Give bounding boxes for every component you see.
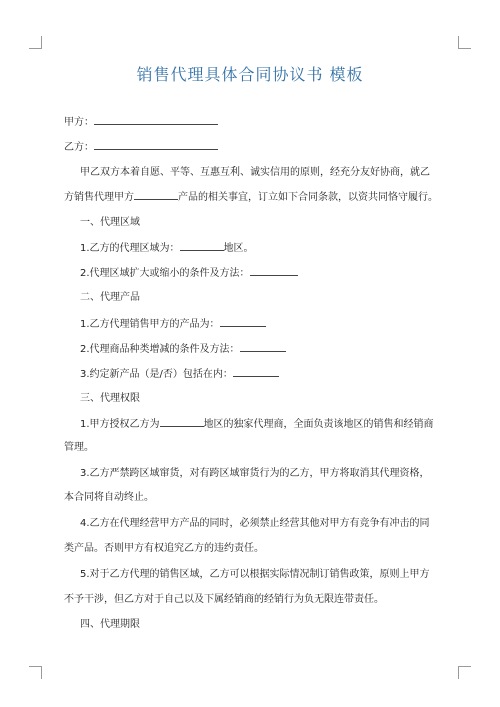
party-b-label: 乙方：: [64, 142, 94, 153]
section3-item-3: 3.乙方严禁跨区域窜货，对有跨区域窜货行为的乙方，甲方将取消其代理资格，: [80, 468, 430, 479]
section3-item-4: 4.乙方在代理经营甲方产品的同时，必须禁止经营其他对甲方有竞争有冲击的同: [80, 518, 430, 529]
party-a-line: [64, 115, 444, 130]
section3-item-1-start: 1.甲方授权乙方为: [80, 419, 160, 430]
intro-line-2: [64, 190, 444, 205]
intro-line-1: 甲乙双方本着自愿、平等、互惠互利、诚实信用的原则，经充分友好协商，就乙: [80, 167, 430, 178]
region-change-blank: [250, 266, 298, 276]
section1-item-1-start: 1.乙方的代理区域为：: [80, 243, 180, 254]
section1-item-1: [80, 241, 444, 256]
section3-item-1-cont: 管理。: [64, 442, 94, 453]
section-heading-1: 一、代理区域: [80, 217, 140, 228]
section-heading-4: 四、代理期限: [80, 619, 140, 630]
section2-item-3: [80, 367, 444, 382]
section1-item-2: [80, 266, 444, 281]
section2-item-2: [80, 342, 444, 357]
intro-line-2-start: 方销售代理甲方: [64, 192, 134, 203]
section3-item-5: 5.对于乙方代理的销售区域，乙方可以根据实际情况制订销售政策，原则上甲方: [80, 569, 430, 580]
section3-item-4-cont: 类产品。否则甲方有权追究乙方的违约责任。: [64, 543, 264, 554]
section3-item-3-cont: 本合同将自动终止。: [64, 492, 154, 503]
section2-item-1-text: 1.乙方代理销售甲方的产品为：: [80, 319, 220, 330]
page-corner-mark-top-left: [29, 36, 42, 49]
section2-item-1: [80, 317, 444, 332]
section1-item-2-text: 2.代理区域扩大或缩小的条件及方法：: [80, 268, 250, 279]
section-heading-3: 三、代理权限: [80, 393, 140, 404]
section-heading-2: 二、代理产品: [80, 292, 140, 303]
region-blank: [180, 241, 224, 251]
section3-item-1: [80, 417, 444, 432]
page-corner-mark-top-right: [458, 36, 471, 49]
page-corner-mark-bottom-right: [458, 666, 471, 679]
category-change-blank: [240, 342, 286, 352]
section3-item-5-cont: 不予干涉，但乙方对于自己以及下属经销商的经销行为负无限连带责任。: [64, 594, 384, 605]
document-title: 销售代理具体合同协议书 模板: [136, 65, 364, 84]
exclusive-region-blank: [160, 417, 204, 427]
product-name-blank: [220, 317, 266, 327]
party-b-blank: [94, 140, 218, 150]
party-b-line: [64, 140, 444, 155]
section2-item-3-text: 3.约定新产品（是/否）包括在内：: [80, 369, 233, 380]
section1-item-1-end: 地区。: [223, 243, 254, 254]
section3-item-1-end: 地区的独家代理商，全面负责该地区的销售和经销商: [203, 419, 434, 430]
party-a-blank: [94, 115, 218, 125]
new-product-blank: [233, 367, 279, 377]
section2-item-2-text: 2.代理商品种类增减的条件及方法：: [80, 344, 240, 355]
party-a-label: 甲方：: [64, 117, 94, 128]
page-corner-mark-bottom-left: [29, 666, 42, 679]
intro-line-2-end: 产品的相关事宜，订立如下合同条款，以资共同恪守履行。: [178, 192, 438, 203]
product-blank: [134, 190, 178, 200]
